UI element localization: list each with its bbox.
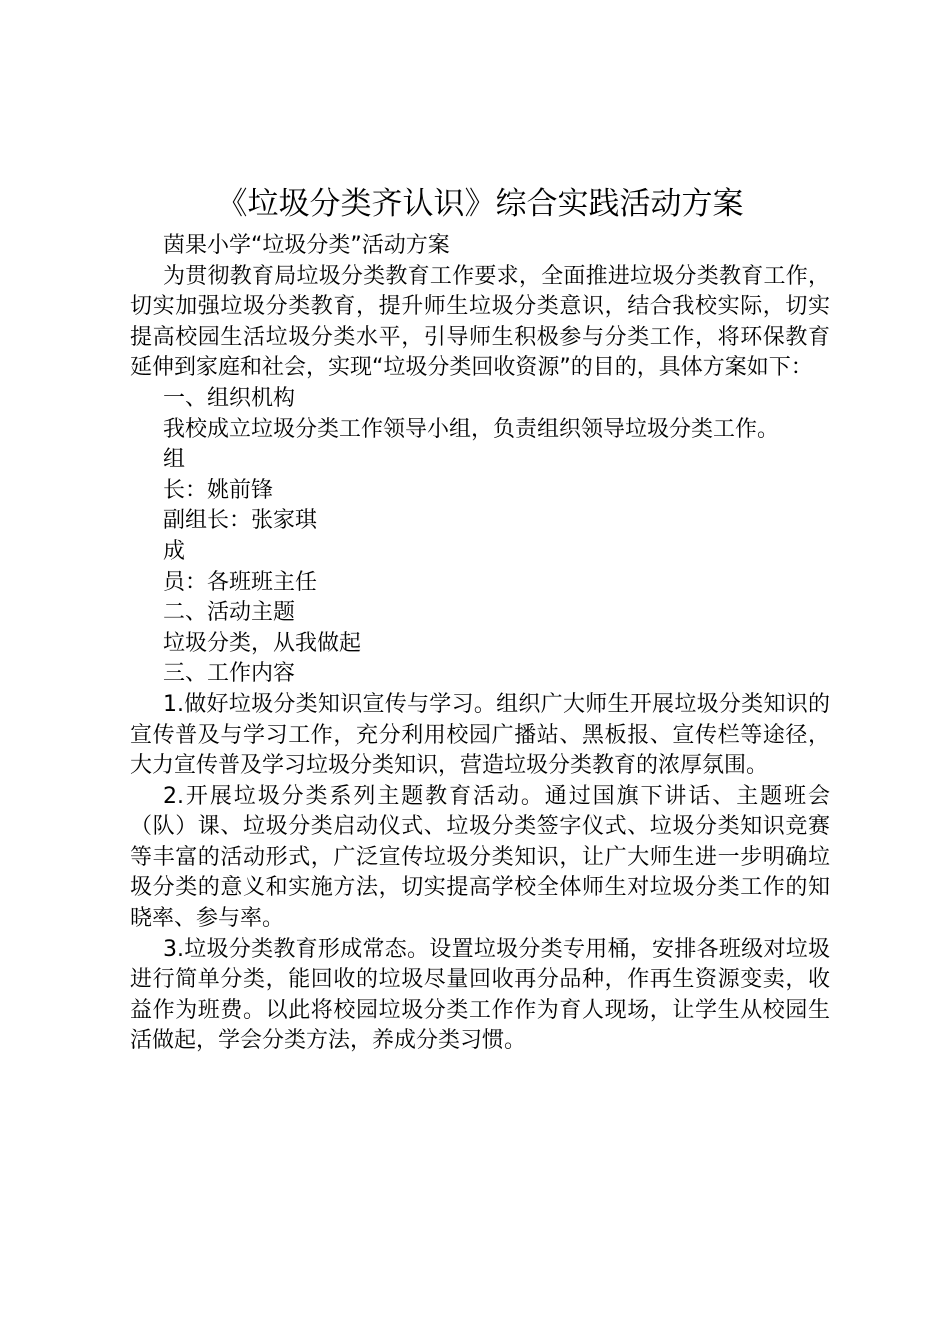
document-title: 《垃圾分类齐认识》综合实践活动方案 bbox=[216, 186, 744, 222]
section-heading-theme: 二、活动主题 bbox=[163, 600, 296, 626]
leader-label-line: 组 bbox=[163, 447, 186, 473]
school-plan-heading: 茵果小学“垃圾分类”活动方案 bbox=[163, 233, 450, 258]
content-item-1: 1.做好垃圾分类知识宣传与学习。组织广大师生开展垃圾分类知识的宣传普及与学习工作，充分利用校园广播站、黑板报、宣传栏等途径，大力宣传普及学习垃圾分类知识，营造垃圾分类教育的浓厚氛围。 bbox=[130, 691, 830, 779]
section-heading-organization: 一、组织机构 bbox=[163, 385, 296, 411]
organization-paragraph: 我校成立垃圾分类工作领导小组，负责组织领导垃圾分类工作。 bbox=[163, 416, 780, 442]
content-item-3: 3.垃圾分类教育形成常态。设置垃圾分类专用桶，安排各班级对垃圾进行简单分类，能回收的垃圾尽量回收再分品种，作再生资源变卖，收益作为班费。以此将校园垃圾分类工作作为育人现场，让学生从校园生活做起，学会分类方法，养成分类习惯。 bbox=[130, 936, 830, 1054]
document-body bbox=[130, 231, 830, 1057]
section-heading-content: 三、工作内容 bbox=[163, 661, 296, 687]
leader-name-line: 长：姚前锋 bbox=[163, 477, 274, 503]
member-line: 员：各班班主任 bbox=[163, 569, 318, 595]
deputy-leader-line: 副组长：张家琪 bbox=[163, 508, 318, 534]
intro-paragraph: 为贯彻教育局垃圾分类教育工作要求，全面推进垃圾分类教育工作，切实加强垃圾分类教育，提升师生垃圾分类意识，结合我校实际，切实提高校园生活垃圾分类水平，引导师生积极参与分类工作，将环保教育延伸到家庭和社会，实现“垃圾分类回收资源”的目的，具体方案如下： bbox=[130, 263, 830, 381]
theme-paragraph: 垃圾分类，从我做起 bbox=[163, 630, 362, 656]
content-item-2: 2.开展垃圾分类系列主题教育活动。通过国旗下讲话、主题班会（队）课、垃圾分类启动仪式、垃圾分类签字仪式、垃圾分类知识竞赛等丰富的活动形式，广泛宣传垃圾分类知识，让广大师生进一步明确垃圾分类的意义和实施方法，切实提高学校全体师生对垃圾分类工作的知晓率、参与率。 bbox=[130, 783, 830, 932]
member-label-line: 成 bbox=[163, 538, 186, 564]
